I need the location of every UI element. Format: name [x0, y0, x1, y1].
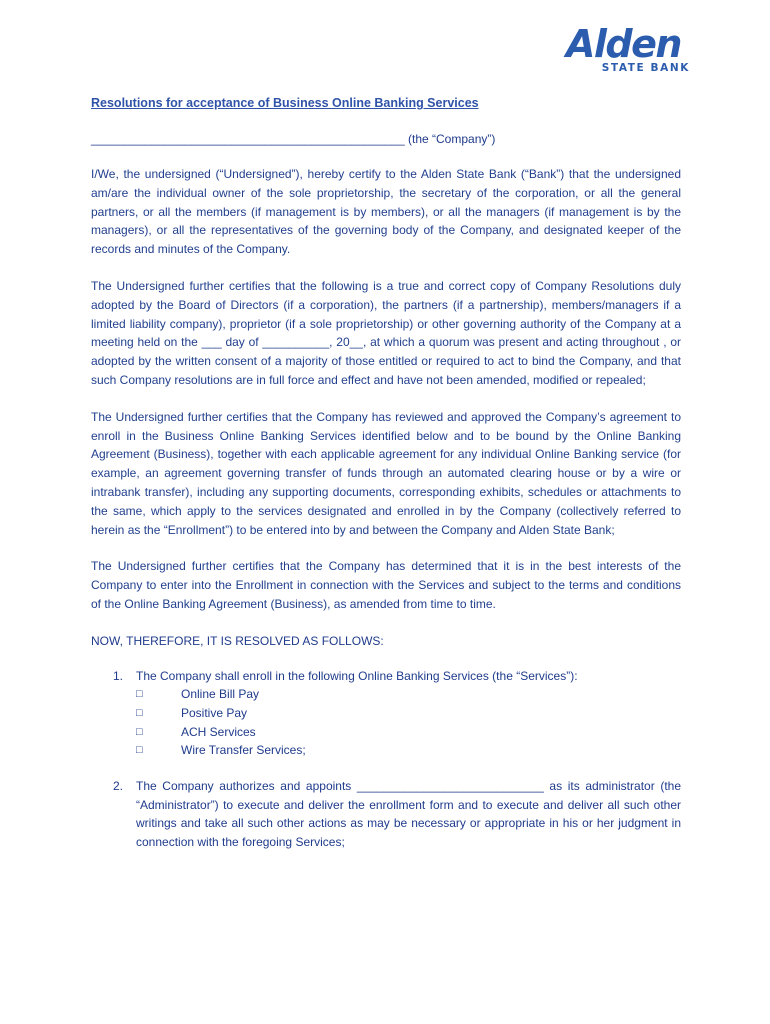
checkbox-icon[interactable]: □ [136, 725, 143, 738]
item-number: 1. [113, 668, 124, 683]
document-body [91, 95, 681, 852]
checkbox-icon[interactable]: □ [136, 744, 143, 757]
resolved-heading: NOW, THEREFORE, IT IS RESOLVED AS FOLLOWS: [91, 633, 384, 648]
checkbox-icon[interactable]: □ [136, 688, 143, 701]
resolution-list [91, 667, 681, 852]
service-option [136, 741, 681, 760]
service-label: ACH Services [181, 724, 256, 739]
service-label: Online Bill Pay [181, 687, 260, 702]
service-option [136, 704, 681, 723]
company-name-line: _______________________________________________ (the “Company”) [91, 132, 496, 146]
document-title: Resolutions for acceptance of Business Online Banking Services [91, 96, 479, 110]
paragraph-best-interests: The Undersigned further certifies that the Company has determined that it is in the best interests of the Company to enter into the Enrollment in connection with the Services and subject to the terms and conditions of the Online Banking Agreement (Business), as amended from time to time. [91, 559, 681, 611]
paragraph-enrollment: The Undersigned further certifies that the Company has reviewed and approved the Company’s agreement to enroll in the Business Online Banking Services identified below and to be bound by the Online Banking Agreement (Business), together with each applicable agreement for any individual Online Banking service (for example, an agreement governing transfer of funds through an automated clearing house or by a wire or intrabank transfer), including any supporting documents, corresponding exhibits, schedules or attachments to the same, which apply to the services designated and enrolled in by the Company (collectively referred to herein as the “Enrollment”) to be entered into by and between the Company and Alden State Bank; [91, 409, 681, 537]
resolution-item [91, 667, 681, 760]
services-checklist [136, 685, 681, 759]
service-option [136, 685, 681, 704]
logo-wordmark: Alden [566, 22, 681, 66]
service-label: Positive Pay [181, 705, 248, 720]
item-text: The Company authorizes and appoints ____________________________ as its administrator (the “Administrator”) to execute and deliver the enrollment form and to execute and deliver all such other writings and take all such other actions as may be necessary or appropriate in his or her judgment in connection with the foregoing Services; [136, 778, 681, 850]
alden-state-bank-logo [566, 24, 690, 76]
paragraph-undersigned: I/We, the undersigned (“Undersigned”), hereby certify to the Alden State Bank (“Bank”) that the undersigned am/are the individual owner of the sole proprietorship, the secretary of the corporation, or all the general partners, or all the members (if management is by members), or all the managers (if management is by the managers), or all the representatives of the governing body of the Company, and designated keeper of the records and minutes of the Company. [91, 167, 681, 257]
resolution-item [91, 777, 681, 852]
checkbox-icon[interactable]: □ [136, 706, 143, 719]
service-label: Wire Transfer Services; [181, 743, 306, 758]
service-option [136, 723, 681, 742]
paragraph-resolutions: The Undersigned further certifies that the following is a true and correct copy of Company Resolutions duly adopted by the Board of Directors (if a corporation), the partners (if a partnership), members/managers if a limited liability company), proprietor (if a sole proprietorship) or other governing authority of the Company at a meeting held on the ___ day of __________, 20__, at which a quorum was present and acting throughout , or adopted by the written consent of a majority of those entitled or required to act to bind the Company, and that such Company resolutions are in full force and effect and have not been amended, modified or repealed; [91, 278, 681, 387]
logo-tagline: STATE BANK [601, 62, 690, 74]
item-text: The Company shall enroll in the following Online Banking Services (the “Services”): [136, 668, 578, 683]
item-number: 2. [113, 778, 124, 793]
